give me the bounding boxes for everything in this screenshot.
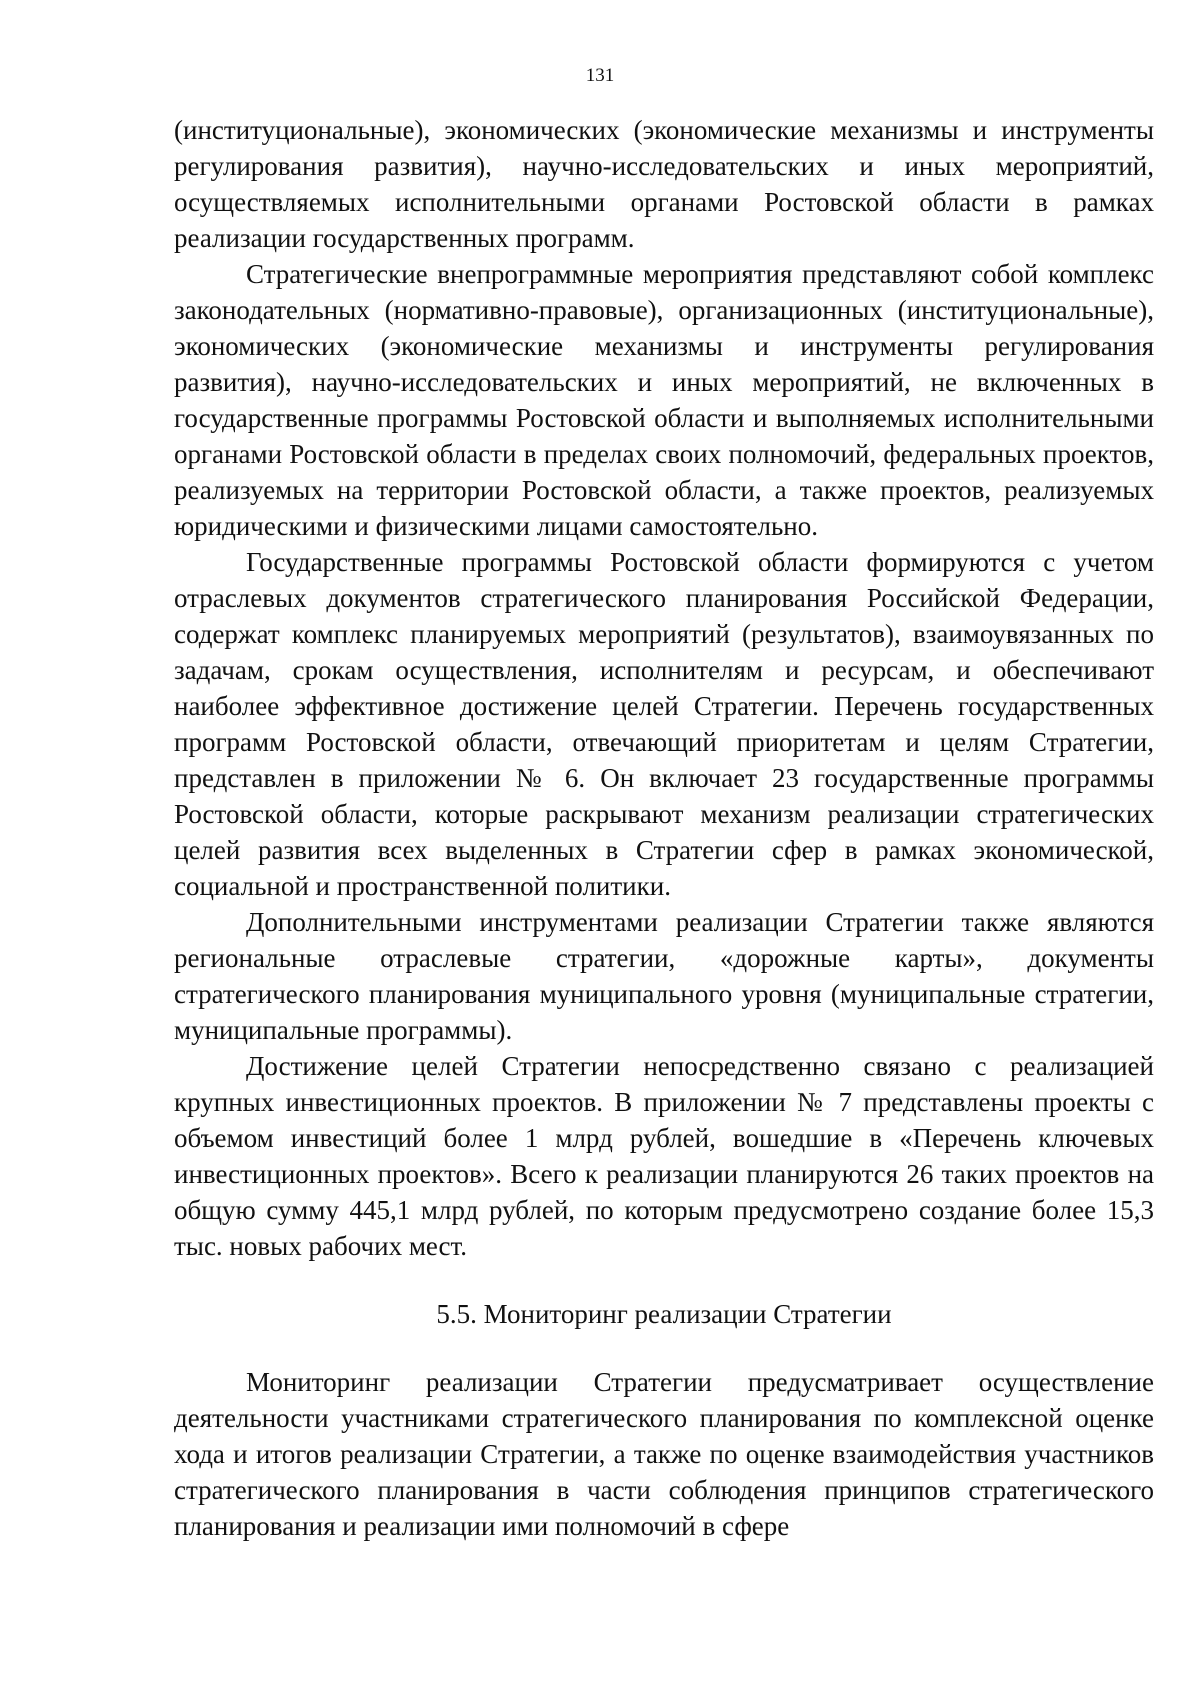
paragraph-investment-projects: Достижение целей Стратегии непосредственно связано с реализацией крупных инвестиционных проектов. В приложении № 7 представлены проекты с объемом инвестиций более 1 млрд рублей, вошедшие в «Перечень ключевых инвестиционных проектов». Всего к реализации планируются 26 таких проектов на общую сумму 445,1 млрд рублей, по которым предусмотрено создание более 15,3 тыс. новых рабочих мест. <box>174 1051 1154 1261</box>
paragraph-state-programs: Государственные программы Ростовской области формируются с учетом отраслевых документов стратегического планирования Российской Федерации, содержат комплекс планируемых мероприятий (результатов), взаимоувязанных по задачам, срокам осуществления, исполнителям и ресурсам, и обеспечивают наиболее эффективное достижение целей Стратегии. Перечень государственных программ Ростовской области, отвечающий приоритетам и целям Стратегии, представлен в приложении № 6. Он включает 23 государственные программы Ростовской области, которые раскрывают механизм реализации стратегических целей развития всех выделенных в Стратегии сфер в рамках экономической, социальной и пространственной политики. <box>174 547 1154 901</box>
paragraph-nonprogram-measures: Стратегические внепрограммные мероприятия представляют собой комплекс законодательных (нормативно-правовые), организационных (институциональные), экономических (экономические механизмы и инструменты регулирования развития), научно-исследовательских и иных мероприятий, не включенных в государственные программы Ростовской области и выполняемых исполнительными органами Ростовской области в пределах своих полномочий, федеральных проектов, реализуемых на территории Ростовской области, а также проектов, реализуемых юридическими и физическими лицами самостоятельно. <box>174 259 1154 541</box>
section-heading: 5.5. Мониторинг реализации Стратегии <box>436 1299 892 1329</box>
page-number: 131 <box>585 65 615 86</box>
document-body <box>174 112 1154 1544</box>
paragraph-continuation: (институциональные), экономических (экономические механизмы и инструменты регулирования развития), научно-исследовательских и иных мероприятий, осуществляемых исполнительными органами Ростовской области в рамках реализации государственных программ. <box>174 115 1154 253</box>
paragraph-monitoring: Мониторинг реализации Стратегии предусматривает осуществление деятельности участниками стратегического планирования по комплексной оценке хода и итогов реализации Стратегии, а также по оценке взаимодействия участников стратегического планирования в части соблюдения принципов стратегического планирования и реализации ими полномочий в сфере <box>174 1367 1154 1541</box>
paragraph-additional-instruments: Дополнительными инструментами реализации Стратегии также являются региональные отраслевые стратегии, «дорожные карты», документы стратегического планирования муниципального уровня (муниципальные стратегии, муниципальные программы). <box>174 907 1154 1045</box>
